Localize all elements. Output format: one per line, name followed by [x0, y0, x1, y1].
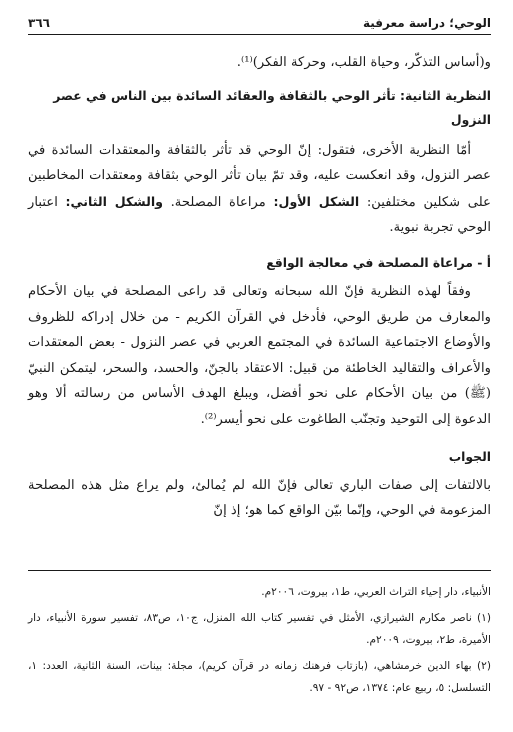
footnote-divider [28, 570, 491, 571]
subsection-heading: أ - مراعاة المصلحة في معالجة الواقع [266, 254, 491, 270]
form2-text: اعتبار الوحي تجربة نبوية. [28, 194, 491, 236]
main-text [28, 50, 491, 524]
footnote-2: (٢) بهاء الدين خرمشاهي، (بازتاب فرهنك زمانه در قرآن كريم)، مجلة: بينات، السنة الثانية، العدد: ١، التسلسل: ٥، ربيع عام: ١٣٧٤، ص٩٢ - ٩٧. [28, 660, 491, 694]
theory2-paragraph [28, 138, 491, 241]
intro-line: و(أساس التذكّر، وحياة القلب، وحركة الفكر)⁽¹⁾. [236, 55, 491, 70]
theory2-heading: النظرية الثانية: تأثر الوحي بالثقافة والعقائد السائدة بين الناس في عصر النزول [53, 87, 491, 127]
answer-paragraph: بالالتفات إلى صفات الباري تعالى فإنّ الله لم يُمالئ، ولم يراع مثل هذه المصلحة المزعومة في الوحي، وإنّما بيّن الواقع كما هو؛ إذ إنّ [28, 477, 491, 519]
running-title: الوحي؛ دراسة معرفية [362, 16, 491, 30]
form1-text: مراعاة المصلحة. [170, 194, 266, 210]
footnote-1: (١) ناصر مكارم الشيرازي، الأمثل في تفسير كتاب الله المنزل، ج١٠، ص٨٣، تفسير سورة الأنبياء، دار الأميرة، ط٢، بيروت، ٢٠٠٩م. [28, 612, 492, 646]
form2-label: والشكل الثاني: [65, 193, 163, 209]
footnote-carryover: الأنبياء، دار إحياء التراث العربي، ط١، بيروت، ٢٠٠٦م. [261, 586, 491, 598]
theory2-text: أمّا النظرية الأخرى، فتقول: إنّ الوحي قد تأثر بالثقافة والمعتقدات السائدة في عصر النزول، وقد انعكست عليه، وقد تمّ بيان تأثر الوحي بثقافة ومعتقدات المخاطبين على شكلين مختلفين: [28, 142, 492, 210]
page-number: ٣٦٦ [28, 16, 50, 30]
answer-heading: الجواب [448, 448, 491, 464]
footnotes [28, 570, 491, 699]
form1-label: الشكل الأول: [273, 193, 360, 209]
subsection-paragraph: وفقاً لهذه النظرية فإنّ الله سبحانه وتعالى قد راعى المصلحة في بيان الأحكام والمعارف من طريق الوحي، فأدخل في القرآن الكريم - من خلال إدراكه للظروف والأوضاع الاجتماعية السائدة في المجتمع العربي في عصر النزول - بعض المعتقدات والأعراف والتقاليد الخاطئة من قبيل: الاعتقاد بالجنّ، والحسد، والسحر، ليتمكن النبيّ (ﷺ) من بيان الأحكام على نحو أفضل، ويبلغ الهدف الأساس من رسالته ألا وهو الدعوة إلى التوحيد وتجنّب الطاغوت على نحو أيسر⁽²⁾. [28, 283, 491, 427]
running-header [28, 14, 491, 32]
header-divider [28, 34, 491, 35]
